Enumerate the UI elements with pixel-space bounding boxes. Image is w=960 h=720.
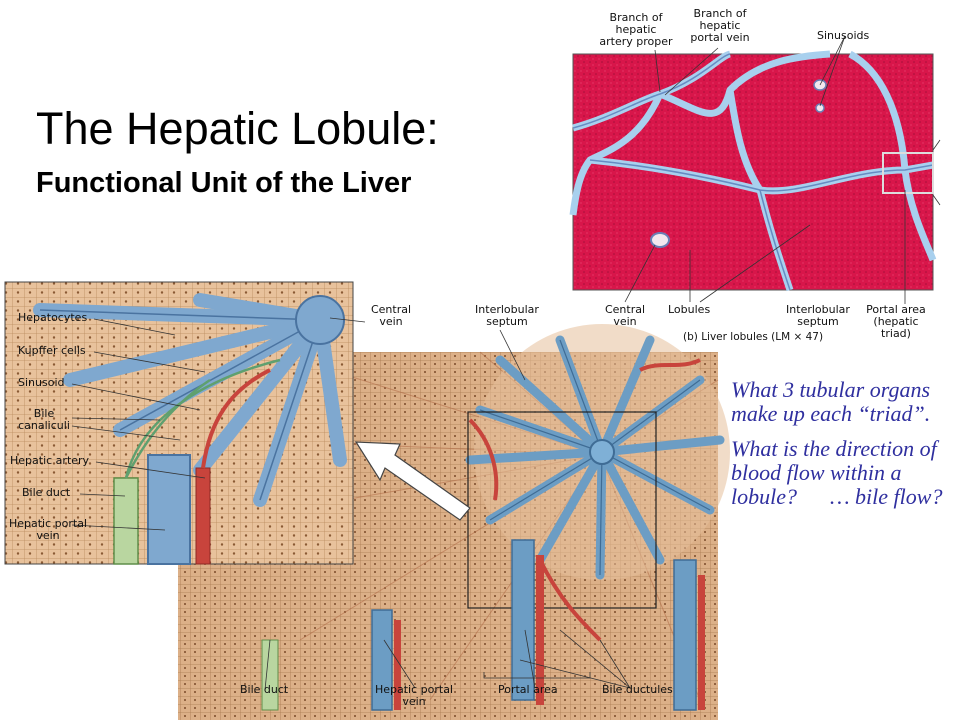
label-sinusoids: Sinusoids [817, 29, 870, 42]
label-hepatocytes: Hepatocytes [18, 311, 88, 324]
lobule-illustration [5, 282, 730, 720]
slide-subtitle: Functional Unit of the Liver [36, 167, 412, 199]
label-kupffer-cells: Kupffer cells [18, 344, 86, 357]
label-portal-area: Portal area [498, 683, 558, 696]
inset-bile-duct [114, 478, 138, 564]
label-hepatic-portal-vein-left: Hepatic portal vein [8, 517, 88, 542]
question-triad: What 3 tubular organs make up each “triad”. [731, 377, 931, 426]
inset-central-vein [296, 296, 344, 344]
inset-hepatic-artery [196, 468, 210, 564]
label-hepatic-portal-vein-bottom: Hepatic portal vein [374, 683, 454, 708]
central-vein-shape [590, 440, 614, 464]
label-lobules: Lobules [668, 303, 711, 316]
inset-portal-vein [148, 455, 190, 564]
label-interlobular-septum: Interlobular septum [475, 303, 539, 328]
label-hepatic-artery: Hepatic artery [10, 454, 90, 467]
label-bile-ductules: Bile ductules [602, 683, 673, 696]
micrograph-caption: (b) Liver lobules (LM × 47) [683, 331, 824, 343]
liver-micrograph [573, 36, 940, 304]
label-bile-duct-bottom: Bile duct [240, 683, 289, 696]
label-portal-area-hepatic-triad: Portal area (hepatic triad) [866, 303, 926, 340]
label-sinusoid: Sinusoid [18, 376, 65, 389]
label-central-vein: Central vein [370, 303, 412, 328]
label-micro-interlobular-septum: Interlobular septum [786, 303, 850, 328]
label-bile-duct-left: Bile duct [22, 486, 71, 499]
label-branch-hepatic-portal-vein: Branch of hepatic portal vein [690, 7, 750, 44]
question-blood-flow: What is the direction of blood flow within a lobule? … bile flow? [731, 436, 943, 509]
question-panel [731, 378, 946, 520]
label-bile-canaliculi: Bile canaliculi [18, 407, 70, 432]
slide-title: The Hepatic Lobule: [36, 103, 439, 154]
label-branch-hepatic-artery: Branch of hepatic artery proper [599, 11, 673, 48]
label-micro-central-vein: Central vein [604, 303, 646, 328]
micrograph-central-vein [651, 233, 669, 247]
